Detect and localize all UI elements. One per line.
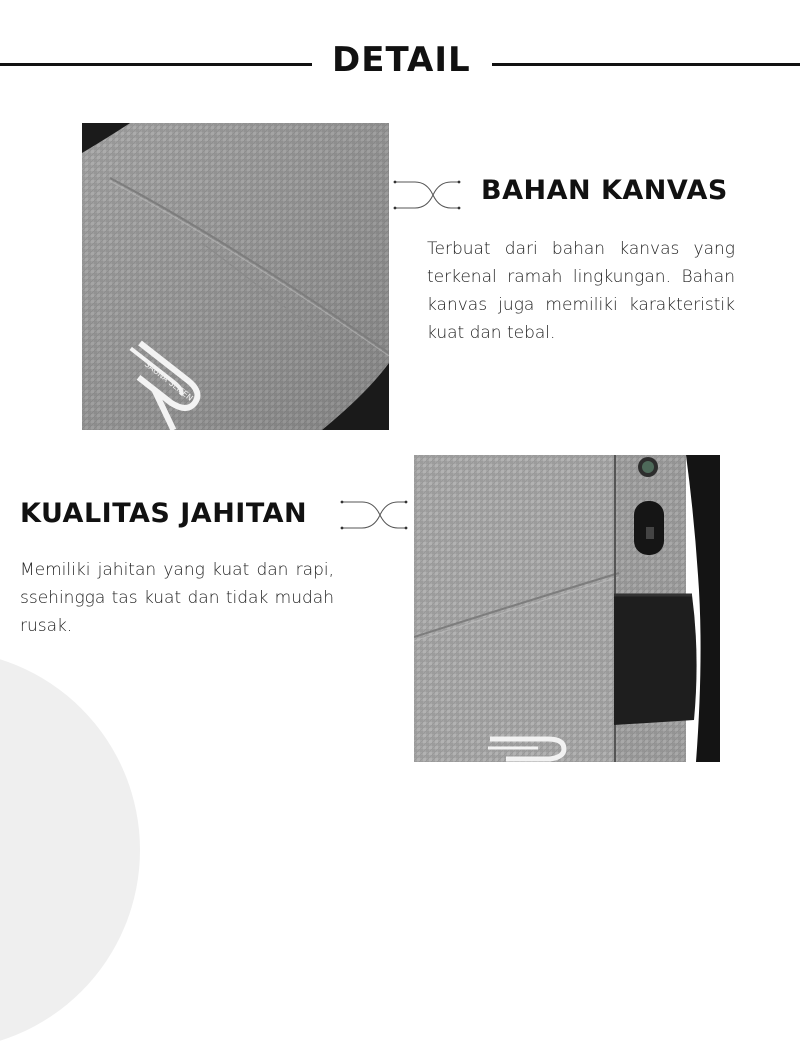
stitching-bag-svg <box>414 455 720 762</box>
connector-x-icon <box>340 500 408 530</box>
header-rule-right <box>492 63 800 66</box>
brand-logo-text: SAUNA SEIFEN <box>142 359 195 403</box>
canvas-fabric-photo <box>82 123 389 430</box>
canvas-fabric-svg <box>82 123 389 430</box>
page-title: DETAIL <box>332 40 471 80</box>
section-title-stitch: KUALITAS JAHITAN <box>20 498 308 529</box>
stitching-bag-photo <box>414 455 720 762</box>
section-body-stitch: Memiliki jahitan yang kuat dan rapi, ssehingga tas kuat dan tidak mudah rusak. <box>20 560 334 636</box>
connector-x-icon <box>393 180 461 210</box>
header-rule-left <box>0 63 312 66</box>
section-body-fabric: Terbuat dari bahan kanvas yang terkenal ramah lingkungan. Bahan kanvas juga memiliki karakteristik kuat dan tebal. <box>427 239 735 343</box>
background-circle-decoration <box>0 650 140 1050</box>
section-title-fabric: BAHAN KANVAS <box>481 175 728 206</box>
